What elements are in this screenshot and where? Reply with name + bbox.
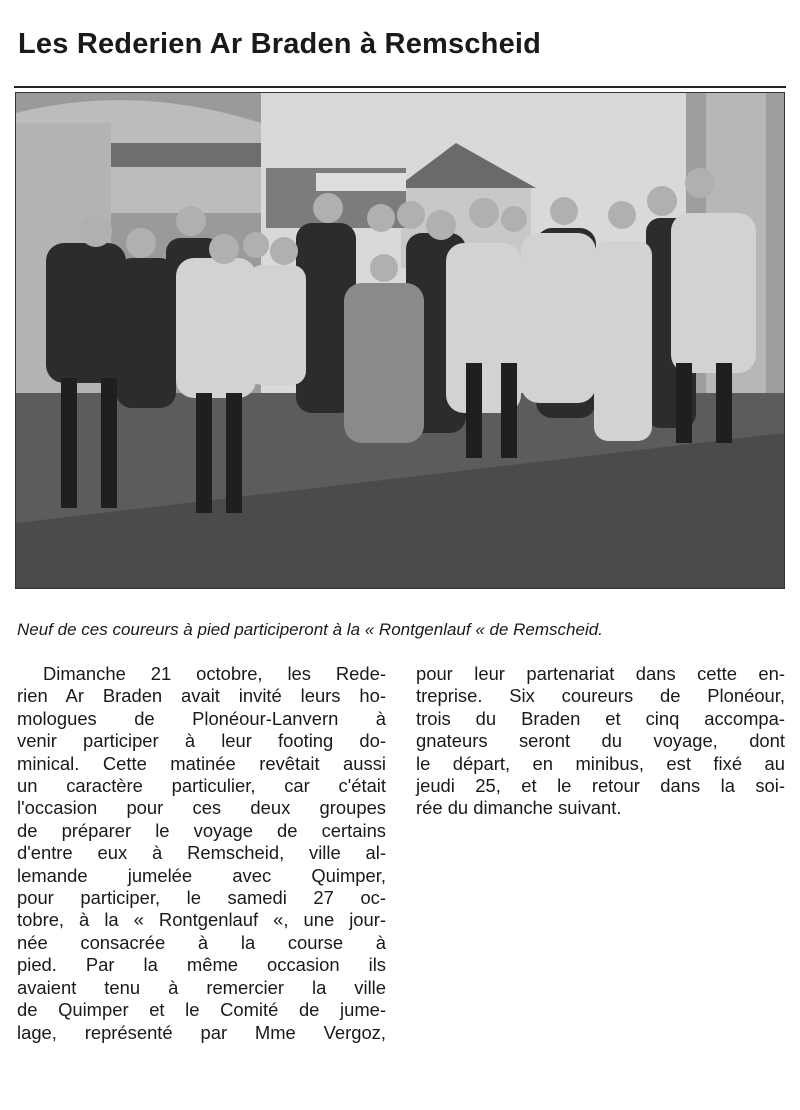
text-line: un caractère particulier, car c'était <box>17 775 386 797</box>
text-line: pied. Par la même occasion ils <box>17 954 386 976</box>
text-line: de Quimper et le Comité de jume- <box>17 999 386 1021</box>
article-column-1 <box>17 663 386 1044</box>
text-line: tobre, à la « Rontgenlauf «, une jour- <box>17 909 386 931</box>
text-line: lage, représenté par Mme Vergoz, <box>17 1021 386 1043</box>
text-line: minical. Cette matinée revêtait aussi <box>17 752 386 774</box>
text-line: rée du dimanche suivant. <box>416 797 622 819</box>
text-line: pour leur partenariat dans cette en- <box>416 663 785 684</box>
text-line: jeudi 25, et le retour dans la soi- <box>416 775 785 797</box>
text-line: pour participer, le samedi 27 oc- <box>17 887 386 909</box>
text-line: lemande jumelée avec Quimper, <box>17 864 386 886</box>
text-line: rien Ar Braden avait invité leurs ho- <box>17 685 386 707</box>
text-line: de préparer le voyage de certains <box>17 819 386 841</box>
article-title: Les Rederien Ar Braden à Remscheid <box>18 28 542 60</box>
article-photo <box>15 92 785 589</box>
text-line: l'occasion pour ces deux groupes <box>17 797 386 819</box>
text-line: treprise. Six coureurs de Plonéour, <box>416 685 785 707</box>
text-line: venir participer à leur footing do- <box>17 730 386 752</box>
article-column-2 <box>416 663 785 820</box>
text-line: avaient tenu à remercier la ville <box>17 976 386 998</box>
group-photo-illustration <box>16 93 784 588</box>
title-rule <box>14 86 786 88</box>
text-line: née consacrée à la course à <box>17 931 386 953</box>
text-line: d'entre eux à Remscheid, ville al- <box>17 842 386 864</box>
text-line: mologues de Plonéour-Lanvern à <box>17 707 386 729</box>
text-line: trois du Braden et cinq accompa- <box>416 707 785 729</box>
text-line: le départ, en minibus, est fixé au <box>416 752 785 774</box>
text-line: Dimanche 21 octobre, les Rede- <box>43 663 386 684</box>
text-line: gnateurs seront du voyage, dont <box>416 730 785 752</box>
photo-caption: Neuf de ces coureurs à pied participeront à la « Rontgenlauf « de Remscheid. <box>17 620 603 639</box>
